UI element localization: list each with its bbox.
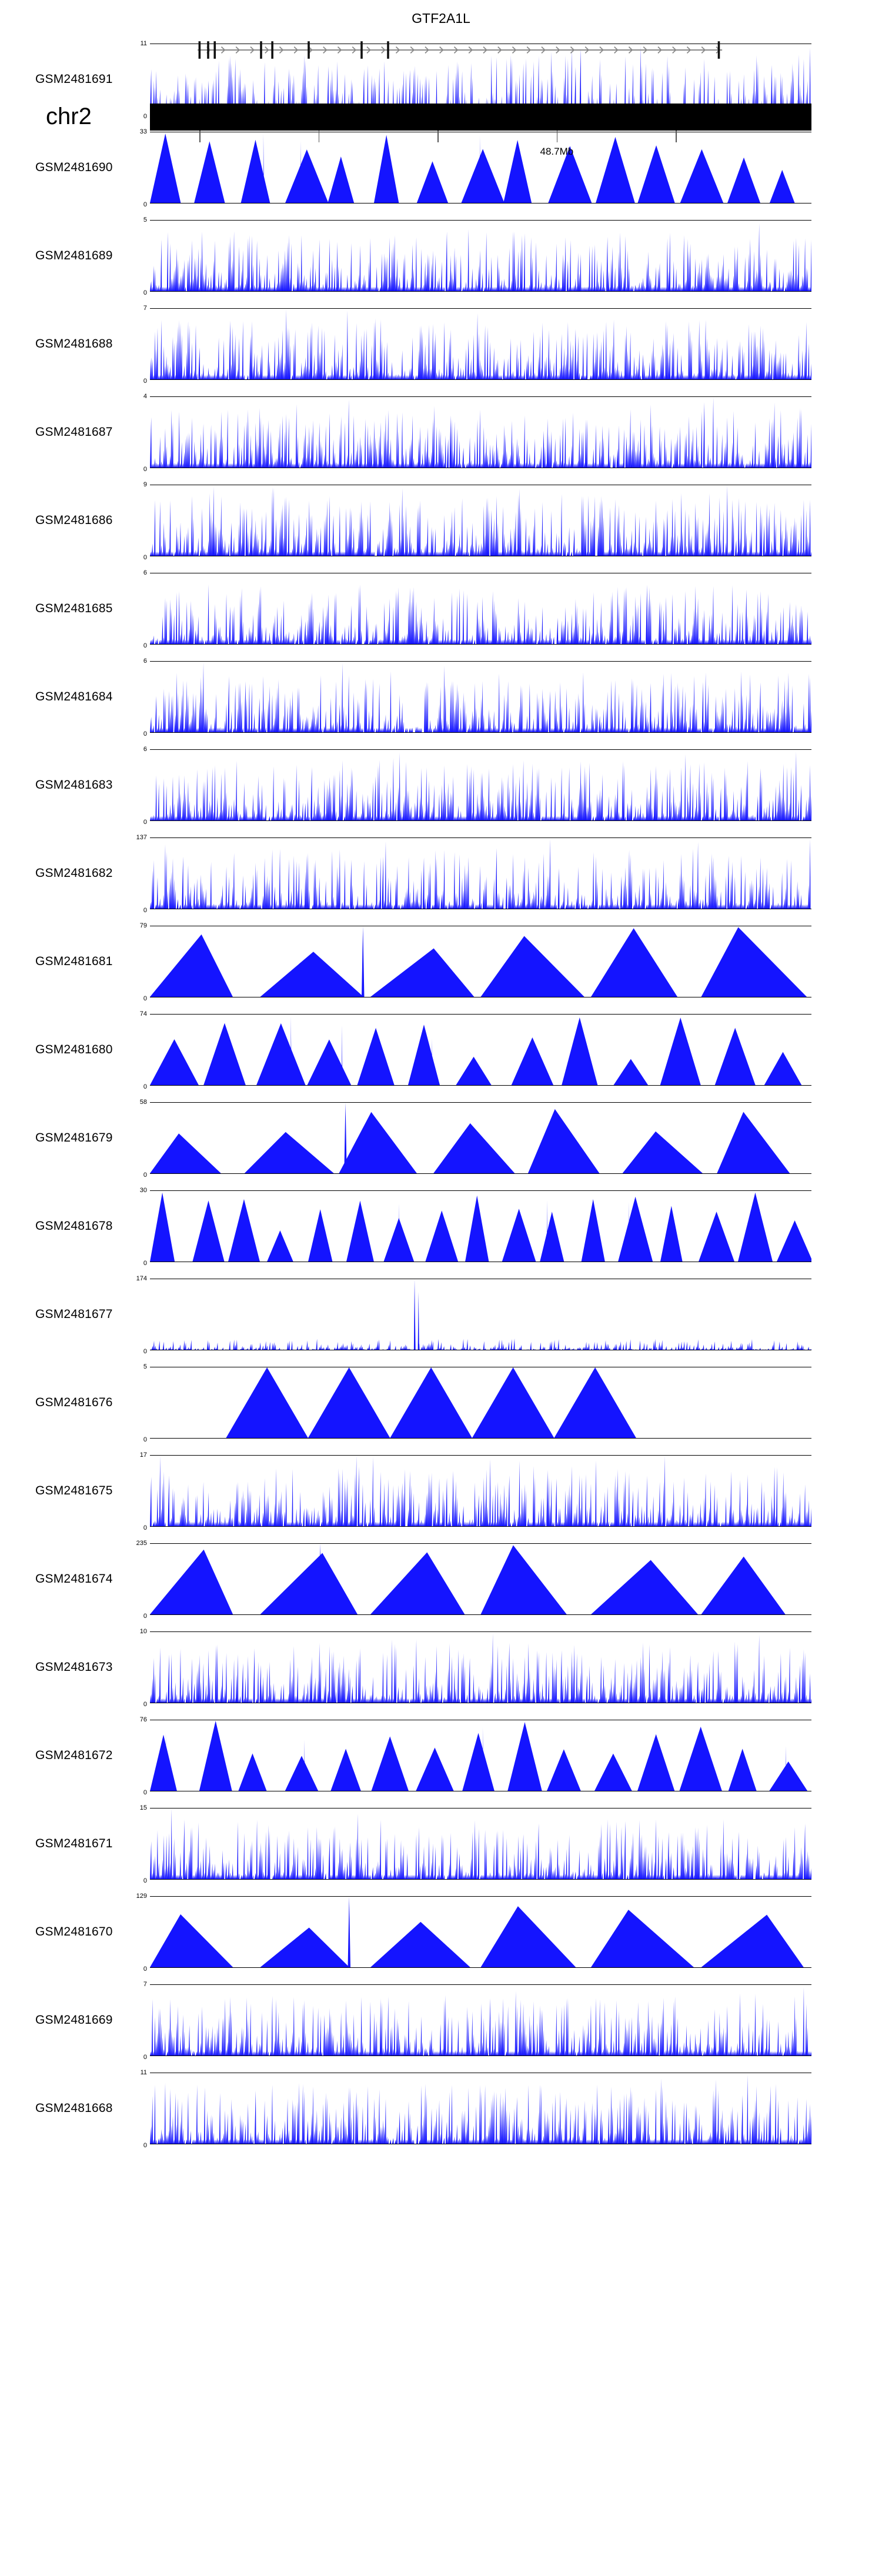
chromosome-tick xyxy=(319,131,320,142)
axis-min-label: 0 xyxy=(143,1436,147,1443)
track-label: GSM2481691 xyxy=(35,72,113,86)
axis-max-label: 7 xyxy=(143,1981,147,1988)
axis-max-label: 58 xyxy=(139,1099,147,1106)
axis-min-label: 0 xyxy=(143,1524,147,1531)
track-label: GSM2481669 xyxy=(35,2013,113,2027)
chromosome-tick xyxy=(437,131,439,142)
track-plot[interactable] xyxy=(150,1720,811,1791)
signal-track xyxy=(0,1270,882,1359)
track-label: GSM2481689 xyxy=(35,249,113,262)
chromosome-bar xyxy=(150,104,811,131)
track-label: GSM2481668 xyxy=(35,2101,113,2115)
signal-track xyxy=(0,1094,882,1182)
signal-track xyxy=(0,388,882,476)
track-label: GSM2481677 xyxy=(35,1307,113,1321)
track-label: GSM2481673 xyxy=(35,1660,113,1674)
signal-track xyxy=(0,1711,882,1800)
chromosome-ideogram xyxy=(0,88,882,176)
axis-min-label: 0 xyxy=(143,2142,147,2149)
axis-max-label: 33 xyxy=(139,128,147,135)
track-label: GSM2481672 xyxy=(35,1749,113,1762)
track-plot[interactable] xyxy=(150,1984,811,2056)
track-label: GSM2481690 xyxy=(35,161,113,174)
signal-track xyxy=(0,2064,882,2153)
axis-min-label: 0 xyxy=(143,1701,147,1708)
track-label: GSM2481688 xyxy=(35,337,113,351)
axis-min-label: 0 xyxy=(143,1348,147,1355)
signal-track xyxy=(0,1182,882,1270)
track-plot[interactable] xyxy=(150,308,811,380)
track-plot[interactable] xyxy=(150,1808,811,1880)
signal-track xyxy=(0,917,882,1006)
signal-track xyxy=(0,741,882,829)
axis-max-label: 11 xyxy=(140,40,147,47)
signal-track xyxy=(0,1535,882,1623)
axis-max-label: 129 xyxy=(136,1893,147,1900)
axis-max-label: 30 xyxy=(139,1187,147,1194)
axis-min-label: 0 xyxy=(143,378,147,385)
track-label: GSM2481676 xyxy=(35,1396,113,1409)
track-plot[interactable] xyxy=(150,1455,811,1527)
axis-max-label: 235 xyxy=(136,1540,147,1547)
track-plot[interactable] xyxy=(150,661,811,733)
track-plot[interactable] xyxy=(150,1279,811,1350)
chromosome-tick xyxy=(199,131,201,142)
track-label: GSM2481686 xyxy=(35,513,113,527)
chromosome-tick xyxy=(557,131,558,142)
track-label: GSM2481685 xyxy=(35,602,113,615)
signal-track xyxy=(0,1800,882,1888)
axis-min-label: 0 xyxy=(143,730,147,738)
axis-max-label: 6 xyxy=(143,746,147,753)
track-plot[interactable] xyxy=(150,1014,811,1086)
signal-track xyxy=(0,300,882,388)
signal-track-list xyxy=(0,35,882,2153)
axis-min-label: 0 xyxy=(143,1966,147,1973)
track-plot[interactable] xyxy=(150,1631,811,1703)
axis-max-label: 6 xyxy=(143,569,147,576)
axis-max-label: 79 xyxy=(139,922,147,929)
axis-min-label: 0 xyxy=(143,201,147,208)
track-label: GSM2481675 xyxy=(35,1484,113,1497)
axis-min-label: 0 xyxy=(143,1613,147,1620)
axis-min-label: 0 xyxy=(143,289,147,296)
signal-track xyxy=(0,1006,882,1094)
axis-max-label: 9 xyxy=(143,481,147,488)
signal-track xyxy=(0,1447,882,1535)
track-plot[interactable] xyxy=(150,1543,811,1615)
track-plot[interactable] xyxy=(150,837,811,909)
track-plot[interactable] xyxy=(150,2073,811,2144)
axis-max-label: 11 xyxy=(140,2069,147,2076)
signal-track xyxy=(0,1623,882,1711)
axis-max-label: 137 xyxy=(136,834,147,841)
axis-min-label: 0 xyxy=(143,2054,147,2061)
signal-track xyxy=(0,565,882,653)
axis-min-label: 0 xyxy=(143,554,147,561)
track-plot[interactable] xyxy=(150,573,811,645)
signal-track xyxy=(0,476,882,565)
track-label: GSM2481687 xyxy=(35,425,113,439)
track-plot[interactable] xyxy=(150,1190,811,1262)
track-plot[interactable] xyxy=(150,485,811,556)
track-label: GSM2481674 xyxy=(35,1572,113,1586)
track-label: GSM2481684 xyxy=(35,690,113,703)
gene-label: GTF2A1L xyxy=(412,11,470,26)
gene-annotation-track xyxy=(0,0,882,88)
chromosome-tick xyxy=(676,131,677,142)
axis-max-label: 6 xyxy=(143,658,147,665)
axis-min-label: 0 xyxy=(143,1172,147,1179)
track-label: GSM2481671 xyxy=(35,1837,113,1850)
signal-track xyxy=(0,1888,882,1976)
track-label: GSM2481678 xyxy=(35,1219,113,1233)
track-plot[interactable] xyxy=(150,220,811,292)
axis-max-label: 76 xyxy=(139,1716,147,1723)
axis-max-label: 10 xyxy=(139,1628,147,1635)
track-label: GSM2481681 xyxy=(35,955,113,968)
chromosome-tick-marks xyxy=(150,131,811,144)
axis-max-label: 4 xyxy=(143,393,147,400)
track-plot[interactable] xyxy=(150,749,811,821)
axis-max-label: 5 xyxy=(143,1363,147,1370)
track-label: GSM2481682 xyxy=(35,866,113,880)
chromosome-label: chr2 xyxy=(46,104,92,129)
track-label: GSM2481683 xyxy=(35,778,113,792)
track-plot[interactable] xyxy=(150,396,811,468)
track-label: GSM2481680 xyxy=(35,1043,113,1056)
axis-min-label: 0 xyxy=(143,1260,147,1267)
axis-min-label: 0 xyxy=(143,466,147,473)
axis-max-label: 17 xyxy=(139,1451,147,1459)
signal-track xyxy=(0,1359,882,1447)
axis-max-label: 74 xyxy=(139,1010,147,1017)
track-label: GSM2481670 xyxy=(35,1925,113,1938)
axis-max-label: 15 xyxy=(139,1804,147,1811)
position-label: 48.7Mb xyxy=(540,146,574,157)
axis-min-label: 0 xyxy=(143,1877,147,1884)
axis-min-label: 0 xyxy=(143,907,147,914)
axis-min-label: 0 xyxy=(143,819,147,826)
axis-min-label: 0 xyxy=(143,1083,147,1090)
gene-model xyxy=(150,34,811,66)
axis-min-label: 0 xyxy=(143,113,147,120)
axis-min-label: 0 xyxy=(143,995,147,1002)
track-plot[interactable] xyxy=(150,1367,811,1439)
axis-min-label: 0 xyxy=(143,1789,147,1796)
track-plot[interactable] xyxy=(150,926,811,997)
signal-track xyxy=(0,1976,882,2064)
signal-track xyxy=(0,653,882,741)
track-plot[interactable] xyxy=(150,1102,811,1174)
axis-max-label: 7 xyxy=(143,305,147,312)
chromosome-position-labels xyxy=(150,146,811,158)
track-plot[interactable] xyxy=(150,1896,811,1968)
track-label: GSM2481679 xyxy=(35,1131,113,1144)
signal-track xyxy=(0,829,882,917)
signal-track xyxy=(0,212,882,300)
axis-max-label: 5 xyxy=(143,216,147,223)
axis-min-label: 0 xyxy=(143,642,147,649)
axis-max-label: 174 xyxy=(136,1275,147,1282)
